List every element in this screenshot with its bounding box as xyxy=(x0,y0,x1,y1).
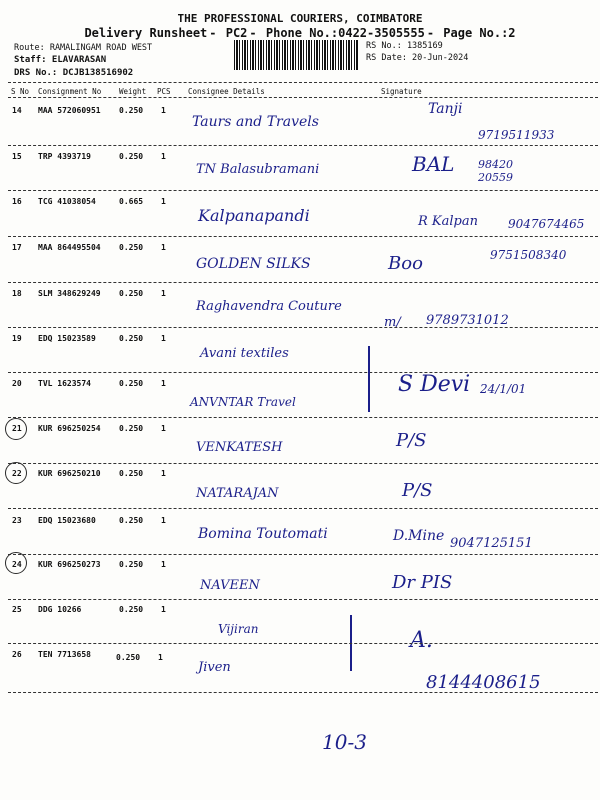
footer-handwritten-note: 10-3 xyxy=(322,730,367,754)
row-divider xyxy=(8,508,598,509)
row-divider xyxy=(8,236,598,237)
row-signature-date: 24/1/01 xyxy=(480,382,527,396)
row-divider xyxy=(8,372,598,373)
rs-number: RS No.: 1385169 xyxy=(366,41,443,51)
runsheet-title: Delivery Runsheet xyxy=(84,26,208,40)
row-pcs: 1 xyxy=(161,516,166,525)
row-signature: m/ xyxy=(384,315,401,330)
row-consignment: EDQ 15023680 xyxy=(38,516,96,525)
runsheet-title-line: Delivery Runsheet - PC2 - Phone No.:0422-3505555 - Page No.:2 xyxy=(84,26,516,40)
row-weight: 0.250 xyxy=(119,243,144,252)
route-text: Route: RAMALINGAM ROAD WEST xyxy=(14,43,153,53)
row-consignee: NATARAJAN xyxy=(196,486,279,501)
row-consignee: NAVEEN xyxy=(200,578,260,593)
row-consignment: EDQ 15023589 xyxy=(38,334,96,343)
drs-number: DRS No.: DCJB138516902 xyxy=(14,68,134,78)
row-divider xyxy=(8,692,598,693)
staff-text: Staff: ELAVARASAN xyxy=(14,55,107,65)
row-pcs: 1 xyxy=(158,653,163,662)
row-sno: 24 xyxy=(12,560,22,569)
col-consignment: Consignment No xyxy=(38,87,102,96)
row-consignee: TN Balasubramani xyxy=(196,162,320,177)
row-consignee: VENKATESH xyxy=(196,440,283,455)
phone-number: Phone No.:0422-3505555 xyxy=(265,26,425,40)
header-top-divider xyxy=(8,82,598,83)
row-divider xyxy=(8,643,598,644)
row-signature: P/S xyxy=(402,480,433,501)
row-pcs: 1 xyxy=(161,379,166,388)
row-pcs: 1 xyxy=(161,197,166,206)
company-name: THE PROFESSIONAL COURIERS, COIMBATORE xyxy=(177,12,423,25)
page-number: Page No.:2 xyxy=(443,26,516,40)
row-divider xyxy=(8,463,598,464)
row-signature-phone: 9047125151 xyxy=(450,536,533,551)
row-pcs: 1 xyxy=(161,560,166,569)
row-consignee: Vijiran xyxy=(218,622,259,636)
row-divider xyxy=(8,599,598,600)
row-consignment: KUR 696250254 xyxy=(38,424,101,433)
row-consignee: Raghavendra Couture xyxy=(196,299,342,314)
row-divider xyxy=(8,145,598,146)
row-signature-phone: 9047674465 xyxy=(508,217,585,231)
row-weight: 0.250 xyxy=(119,469,144,478)
row-weight: 0.250 xyxy=(119,560,144,569)
row-consignee: Bomina Toutomati xyxy=(198,526,328,542)
header-bottom-divider xyxy=(8,97,598,98)
row-divider xyxy=(8,417,598,418)
row-signature: Boo xyxy=(388,253,423,274)
row-signature-phone: 9719511933 xyxy=(478,128,555,142)
barcode xyxy=(234,40,358,70)
row-consignment: SLM 348629249 xyxy=(38,289,101,298)
row-sno: 14 xyxy=(12,106,22,115)
row-signature: 8144408615 xyxy=(426,672,541,693)
row-divider xyxy=(8,190,598,191)
row-consignee: GOLDEN SILKS xyxy=(196,256,311,272)
row-signature: BAL xyxy=(412,152,455,176)
row-consignment: KUR 696250210 xyxy=(38,469,101,478)
row-sno: 19 xyxy=(12,334,22,343)
row-weight: 0.250 xyxy=(119,516,144,525)
row-signature: R Kalpan xyxy=(418,214,478,229)
row-signature-phone: 98420 20559 xyxy=(478,158,513,184)
row-weight: 0.250 xyxy=(119,379,144,388)
row-pcs: 1 xyxy=(161,289,166,298)
rs-date: RS Date: 20-Jun-2024 xyxy=(366,53,469,63)
row-sno: 22 xyxy=(12,469,22,478)
row-consignment: KUR 696250273 xyxy=(38,560,101,569)
row-sno: 16 xyxy=(12,197,22,206)
row-sno: 21 xyxy=(12,424,22,433)
row-weight: 0.250 xyxy=(119,334,144,343)
row-signature: Tanji xyxy=(428,101,463,117)
row-signature: S Devi xyxy=(398,372,471,397)
row-weight: 0.250 xyxy=(119,152,144,161)
row-pcs: 1 xyxy=(161,334,166,343)
row-signature-phone: 9751508340 xyxy=(490,248,567,262)
pc-code: PC2 xyxy=(225,26,248,40)
row-consignee: Avani textiles xyxy=(200,346,289,361)
row-pcs: 1 xyxy=(161,469,166,478)
row-weight: 0.250 xyxy=(119,424,144,433)
row-consignment: TRP 4393719 xyxy=(38,152,91,161)
row-sno: 20 xyxy=(12,379,22,388)
row-consignment: DDG 10266 xyxy=(38,605,82,614)
row-divider xyxy=(8,282,598,283)
row-consignment: MAA 864495504 xyxy=(38,243,101,252)
row-signature: D.Mine xyxy=(393,528,445,544)
row-consignee: Kalpanapandi xyxy=(198,206,310,225)
row-pcs: 1 xyxy=(161,106,166,115)
row-sno: 23 xyxy=(12,516,22,525)
col-pcs: PCS xyxy=(157,87,171,96)
col-signature: Signature xyxy=(381,87,422,96)
row-pcs: 1 xyxy=(161,152,166,161)
row-signature: P/S xyxy=(396,430,427,451)
row-consignee: Jiven xyxy=(198,660,231,675)
col-sno: S No xyxy=(11,87,30,96)
row-consignment: TEN 7713658 xyxy=(38,650,91,659)
col-consignee: Consignee Details xyxy=(188,87,265,96)
row-consignment: MAA 572060951 xyxy=(38,106,101,115)
row-sno: 15 xyxy=(12,152,22,161)
col-weight: Weight xyxy=(119,87,147,96)
row-consignee: ANVNTAR Travel xyxy=(190,395,296,409)
brace-mark xyxy=(368,346,370,412)
row-weight: 0.250 xyxy=(119,289,144,298)
row-sno: 26 xyxy=(12,650,22,659)
row-sno: 17 xyxy=(12,243,22,252)
row-signature: Dr PIS xyxy=(392,572,453,593)
row-sno: 18 xyxy=(12,289,22,298)
row-weight: 0.250 xyxy=(116,653,141,662)
row-weight: 0.665 xyxy=(119,197,144,206)
row-consignment: TCG 41038054 xyxy=(38,197,96,206)
row-weight: 0.250 xyxy=(119,106,144,115)
row-divider xyxy=(8,327,598,328)
row-consignment: TVL 1623574 xyxy=(38,379,91,388)
row-signature: A. xyxy=(410,628,433,653)
row-pcs: 1 xyxy=(161,605,166,614)
row-pcs: 1 xyxy=(161,243,166,252)
row-weight: 0.250 xyxy=(119,605,144,614)
row-pcs: 1 xyxy=(161,424,166,433)
row-signature-phone: 9789731012 xyxy=(426,313,509,328)
row-consignee: Taurs and Travels xyxy=(192,114,319,130)
row-sno: 25 xyxy=(12,605,22,614)
row-divider xyxy=(8,554,598,555)
